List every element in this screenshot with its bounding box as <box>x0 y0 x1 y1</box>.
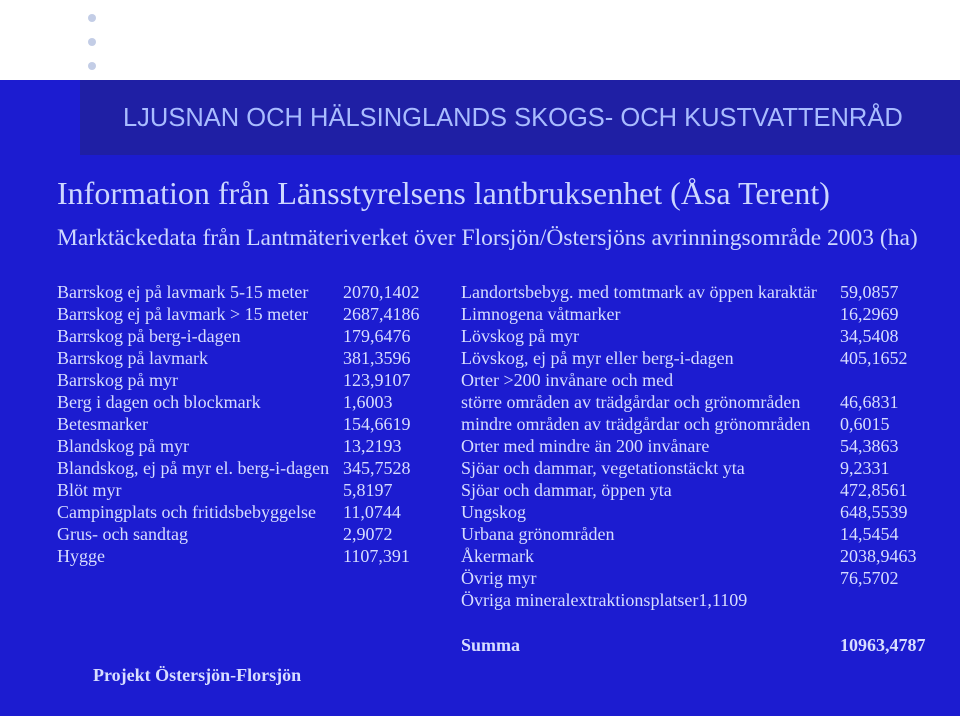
table-row <box>461 325 941 347</box>
table-row <box>57 435 437 457</box>
row-label: Barrskog på berg-i-dagen <box>57 326 241 346</box>
row-label: Övrig myr <box>461 568 537 588</box>
bullet-dot-icon <box>88 14 96 22</box>
row-label: Sjöar och dammar, öppen yta <box>461 480 672 500</box>
summary-value: 10963,4787 <box>840 635 926 655</box>
row-value: 1107,391 <box>343 546 410 566</box>
row-label: Barrskog ej på lavmark > 15 meter <box>57 304 309 324</box>
row-label: Lövskog på myr <box>461 326 579 346</box>
row-label: Övriga mineralextraktionsplatser <box>461 590 699 610</box>
land-cover-table-right <box>461 281 941 611</box>
table-row <box>461 545 941 567</box>
table-row <box>57 479 437 501</box>
row-label: Sjöar och dammar, vegetationstäckt yta <box>461 458 745 478</box>
row-value: 1,6003 <box>343 392 393 412</box>
row-value: 2,9072 <box>343 524 393 544</box>
row-label: Blöt myr <box>57 480 122 500</box>
row-label: Landortsbebyg. med tomtmark av öppen karaktär <box>461 282 817 302</box>
table-row <box>461 413 941 435</box>
row-label: Barrskog ej på lavmark 5-15 meter <box>57 282 309 302</box>
organization-title: LJUSNAN OCH HÄLSINGLANDS SKOGS- OCH KUSTVATTENRÅD <box>123 103 903 132</box>
row-label: Lövskog, ej på myr eller berg-i-dagen <box>461 348 734 368</box>
table-row <box>461 523 941 545</box>
row-value: 345,7528 <box>343 458 411 478</box>
row-label: Blandskog, ej på myr el. berg-i-dagen <box>57 458 330 478</box>
slide-subheading: Marktäckedata från Lantmäteriverket över Florsjön/Östersjöns avrinningsområde 2003 (ha) <box>57 225 918 251</box>
table-row <box>461 303 941 325</box>
table-row <box>461 479 941 501</box>
row-value: 16,2969 <box>840 304 899 324</box>
table-row <box>57 501 437 523</box>
table-row <box>461 435 941 457</box>
row-label: Barrskog på lavmark <box>57 348 208 368</box>
row-value: 123,9107 <box>343 370 411 390</box>
table-row <box>57 545 437 567</box>
table-row <box>461 501 941 523</box>
row-value: 34,5408 <box>840 326 899 346</box>
row-value: 5,8197 <box>343 480 393 500</box>
row-value: 76,5702 <box>840 568 899 588</box>
row-value: 472,8561 <box>840 480 908 500</box>
row-value: 46,6831 <box>840 392 899 412</box>
row-label: mindre områden av trädgårdar och grönområden <box>461 414 811 434</box>
slide-heading: Information från Länsstyrelsens lantbruksenhet (Åsa Terent) <box>57 175 830 211</box>
row-value: 381,3596 <box>343 348 411 368</box>
title-band <box>80 80 960 155</box>
table-row <box>57 347 437 369</box>
row-value: 648,5539 <box>840 502 908 522</box>
table-row <box>57 391 437 413</box>
table-row <box>57 303 437 325</box>
row-value: 1,1109 <box>698 590 748 610</box>
table-row <box>57 325 437 347</box>
row-label: Grus- och sandtag <box>57 524 188 544</box>
row-label: Orter med mindre än 200 invånare <box>461 436 710 456</box>
table-row <box>461 369 941 391</box>
bullet-dot-icon <box>88 62 96 70</box>
top-strip <box>0 0 960 80</box>
row-label: Urbana grönområden <box>461 524 615 544</box>
table-row <box>57 413 437 435</box>
summary-label: Summa <box>461 635 521 655</box>
table-row <box>57 369 437 391</box>
table-row <box>57 457 437 479</box>
row-label: Campingplats och fritidsbebyggelse <box>57 502 316 522</box>
row-value: 2687,4186 <box>343 304 420 324</box>
row-label: Berg i dagen och blockmark <box>57 392 261 412</box>
summary-row <box>461 634 941 656</box>
land-cover-table-left <box>57 281 437 567</box>
row-value: 0,6015 <box>840 414 890 434</box>
row-label: Orter >200 invånare och med <box>461 370 674 390</box>
row-label: Betesmarker <box>57 414 148 434</box>
row-value: 9,2331 <box>840 458 890 478</box>
project-footer: Projekt Östersjön-Florsjön <box>93 665 302 685</box>
table-row <box>461 347 941 369</box>
row-label: Barrskog på myr <box>57 370 178 390</box>
table-row <box>57 523 437 545</box>
row-value: 59,0857 <box>840 282 899 302</box>
row-value: 54,3863 <box>840 436 899 456</box>
row-label: Blandskog på myr <box>57 436 189 456</box>
bullet-dot-icon <box>88 38 96 46</box>
row-label: Hygge <box>57 546 105 566</box>
row-value: 154,6619 <box>343 414 411 434</box>
row-label: Limnogena våtmarker <box>461 304 621 324</box>
row-value: 405,1652 <box>840 348 908 368</box>
row-label: större områden av trädgårdar och grönområden <box>461 392 801 412</box>
table-row <box>461 281 941 303</box>
table-row <box>461 589 941 611</box>
row-value: 11,0744 <box>343 502 401 522</box>
table-row <box>461 457 941 479</box>
row-label: Åkermark <box>461 546 534 566</box>
row-label: Ungskog <box>461 502 527 522</box>
table-row <box>461 391 941 413</box>
row-value: 14,5454 <box>840 524 899 544</box>
row-value: 2038,9463 <box>840 546 917 566</box>
table-row <box>57 281 437 303</box>
table-row <box>461 567 941 589</box>
row-value: 13,2193 <box>343 436 402 456</box>
row-value: 179,6476 <box>343 326 411 346</box>
row-value: 2070,1402 <box>343 282 420 302</box>
